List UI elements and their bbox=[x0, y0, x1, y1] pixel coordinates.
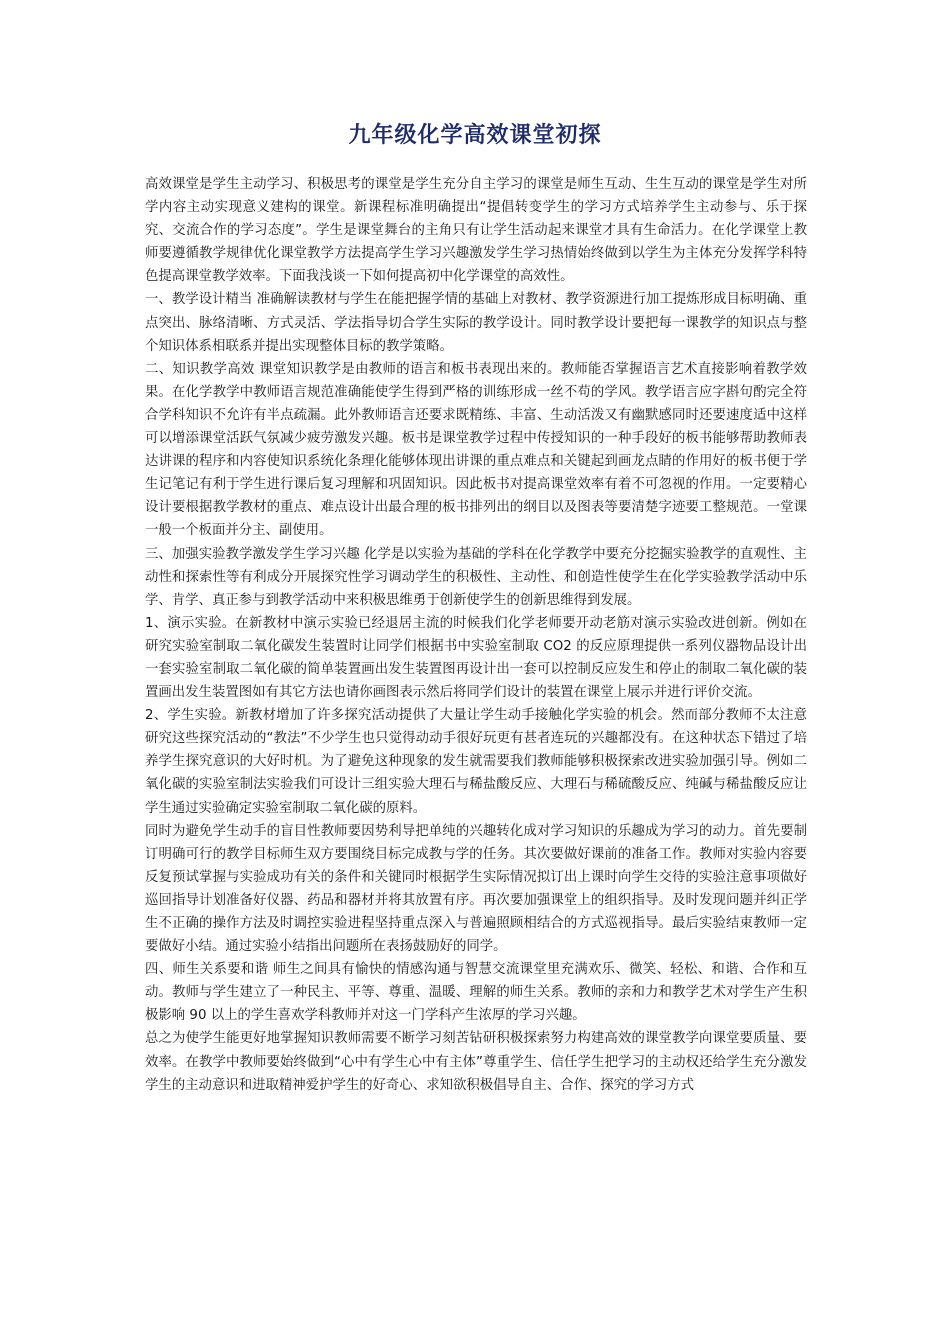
paragraph-conclusion: 总之为使学生能更好地掌握知识教师需要不断学习刻苦钻研积极探索努力构建高效的课堂教学向课堂要质量、要效率。在教学中教师要始终做到“心中有学生心中有主体”尊重学生、信任学生把学习的主动权还给学生充分激发学生的主动意识和进取精神爱护学生的好奇心、求知欲积极倡导自主、合作、探究的学习方式 bbox=[145, 1031, 807, 1093]
paragraph-student-experiment: 2、学生实验。新教材增加了许多探究活动提供了大量让学生动手接触化学实验的机会。然而部分教师不太注意研究这些探究活动的“教法”不少学生也只觉得动动手很好玩更有甚者连玩的兴趣都没有。在这种状态下错过了培养学生探究意识的大好时机。为了避免这种现象的发生就需要我们教师能够积极探索改进实验加强引导。例如二氧化碳的实验室制法实验我们可设计三组实验大理石与稀盐酸反应、大理石与稀硫酸反应、纯碱与稀盐酸反应让学生通过实验确定实验室制取二氧化碳的原料。 bbox=[145, 708, 807, 816]
paragraph-intro: 高效课堂是学生主动学习、积极思考的课堂是学生充分自主学习的课堂是师生互动、生生互动的课堂是学生对所学内容主动实现意义建构的课堂。新课程标准明确提出“提倡转变学生的学习方式培养学生主动参与、乐于探究、交流合作的学习态度”。学生是课堂舞台的主角只有让学生活动起来课堂才具有生命活力。在化学课堂上教师要遵循教学规律优化课堂教学方法提高学生学习兴趣激发学生学习热情始终做到以学生为主体充分发挥学科特色提高课堂教学效率。下面我浅谈一下如何提高初中化学课堂的高效性。 bbox=[145, 177, 807, 285]
paragraph-section-2: 二、知识教学高效 课堂知识教学是由教师的语言和板书表现出来的。教师能否掌握语言艺术直接影响着教学效果。在化学教学中教师语言规范准确能使学生得到严格的训练形成一丝不苟的学风。教学语言应字斟句酌完全符合学科知识不允许有半点疏漏。此外教师语言还要求既精练、丰富、生动活泼又有幽默感同时还要速度适中这样可以增添课堂活跃气氛减少疲劳激发兴趣。板书是课堂教学过程中传授知识的一种手段好的板书能够帮助教师表达讲课的程序和内容使知识系统化条理化能够体现出讲课的重点难点和关键起到画龙点睛的作用好的板书便于学生记笔记有利于学生进行课后复习理解和巩固知识。因此板书对提高课堂效率有着不可忽视的作用。一定要精心设计要根据教学教材的重点、难点设计出最合理的板书排列出的纲目以及图表等要清楚字迹要工整规范。一堂课一般一个板面并分主、副使用。 bbox=[145, 361, 807, 539]
document-body bbox=[145, 173, 807, 1097]
paragraph-section-1: 一、教学设计精当 准确解读教材与学生在能把握学情的基础上对教材、教学资源进行加工提炼形成目标明确、重点突出、脉络清晰、方式灵活、学法指导切合学生实际的教学设计。同时教学设计要把每一课教学的知识点与整个知识体系相联系并提出实现整体目标的教学策略。 bbox=[145, 292, 807, 354]
paragraph-demo-experiment: 1、演示实验。在新教材中演示实验已经退居主流的时候我们化学老师要开动老筋对演示实验改进创新。例如在研究实验室制取二氧化碳发生装置时让同学们根据书中实验室制取 CO2 的反应原理提供一系列仪器物品设计出一套实验室制取二氧化碳的简单装置画出发生装置图再设计出一套可以控制反应发生和停止的制取二氧化碳的装置画出发生装置图如有其它方法也请你画图表示然后将同学们设计的装置在课堂上展示并进行评价交流。 bbox=[145, 615, 807, 701]
document-title: 九年级化学高效课堂初探 bbox=[348, 123, 602, 148]
paragraph-guidance: 同时为避免学生动手的盲目性教师要因势利导把单纯的兴趣转化成对学习知识的乐趣成为学习的动力。首先要制订明确可行的教学目标师生双方要围绕目标完成教与学的任务。其次要做好课前的准备工作。教师对实验内容要反复预试掌握与实验成功有关的条件和关键同时根据学生实际情况拟订出上课时向学生交待的实验注意事项做好巡回指导计划准备好仪器、药品和器材并将其放置有序。再次要加强课堂上的组织指导。及时发现问题并纠正学生不正确的操作方法及时调控实验进程坚持重点深入与普遍照顾相结合的方式巡视指导。最后实验结束教师一定要做好小结。通过实验小结指出问题所在表扬鼓励好的同学。 bbox=[145, 823, 807, 955]
paragraph-section-4: 四、师生关系要和谐 师生之间具有愉快的情感沟通与智慧交流课堂里充满欢乐、微笑、轻松、和谐、合作和互动。教师与学生建立了一种民主、平等、尊重、温暖、理解的师生关系。教师的亲和力和教学艺术对学生产生积极影响 90 以上的学生喜欢学科教师并对这一门学科产生浓厚的学习兴趣。 bbox=[145, 962, 807, 1024]
paragraph-section-3: 三、加强实验教学激发学生学习兴趣 化学是以实验为基础的学科在化学教学中要充分挖掘实验教学的直观性、主动性和探索性等有利成分开展探究性学习调动学生的积极性、主动性、和创造性使学生在化学实验教学活动中乐学、肯学、真正参与到教学活动中来积极思维勇于创新使学生的创新思维得到发展。 bbox=[145, 546, 807, 608]
